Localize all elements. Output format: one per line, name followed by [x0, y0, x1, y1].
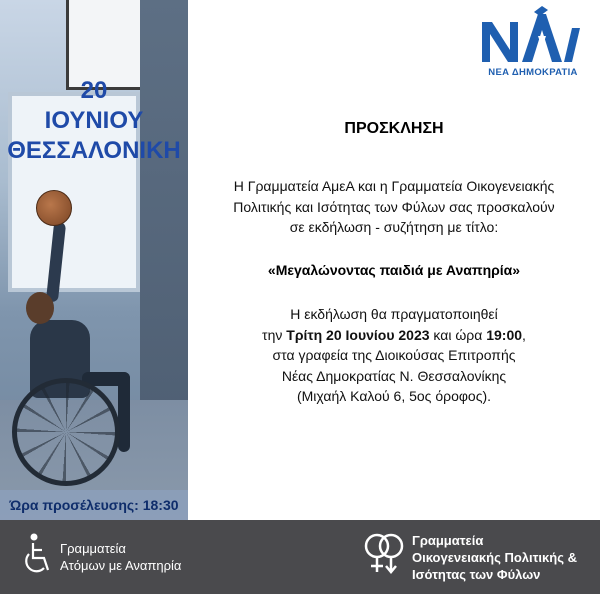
org-disability-secretariat — [60, 540, 230, 574]
invitation-intro — [198, 176, 590, 238]
invitation-title: ΠΡΟΣΚΛΗΣΗ — [344, 120, 444, 137]
org1-line: Γραμματεία — [60, 541, 126, 556]
org2-line: Ισότητας των Φύλων — [412, 567, 541, 582]
hero-photo — [0, 0, 188, 520]
invitation-body — [188, 0, 600, 520]
logo-label: ΝΕΑ ΔΗΜΟΚΡΑΤΙΑ — [488, 67, 578, 78]
wheelchair-wheel — [12, 378, 120, 486]
org2-line: Γραμματεία — [412, 533, 484, 548]
details-suffix: , — [522, 326, 526, 343]
event-date-city — [4, 76, 184, 166]
intro-line: Η Γραμματεία ΑμεΑ και η Γραμματεία Οικογενειακής — [233, 178, 555, 194]
event-title: «Μεγαλώνοντας παιδιά με Αναπηρία» — [267, 262, 521, 278]
player-head — [26, 292, 54, 324]
org2-line: Οικογενειακής Πολιτικής & — [412, 550, 577, 565]
gender-equality-icon — [360, 526, 408, 584]
details-line: Η εκδήλωση θα πραγματοποιηθεί — [290, 306, 498, 322]
details-prefix: την — [262, 326, 287, 343]
details-mid: και ώρα — [429, 326, 487, 343]
event-time: 19:00 — [486, 326, 523, 343]
org-family-equality-secretariat — [412, 532, 597, 583]
date-day: 20 — [80, 77, 108, 104]
venue-address: (Μιχαήλ Καλού 6, 5ος όροφος). — [296, 388, 492, 404]
details-line: Νέας Δημοκρατίας Ν. Θεσσαλονίκης — [281, 367, 507, 384]
wheelchair-icon — [20, 532, 52, 580]
city-name: ΘΕΣΣΑΛΟΝΙΚΗ — [7, 137, 181, 164]
event-date: Τρίτη 20 Ιουνίου 2023 — [286, 326, 430, 343]
org1-line: Ατόμων με Αναπηρία — [60, 558, 182, 573]
date-month: ΙΟΥΝΙΟΥ — [44, 107, 144, 134]
event-details — [198, 304, 590, 407]
arrival-time: Ώρα προσέλευσης: 18:30 — [0, 490, 188, 520]
intro-line: Πολιτικής και Ισότητας των Φύλων σας προσκαλούν — [233, 198, 555, 215]
details-line: στα γραφεία της Διοικούσας Επιτροπής — [272, 347, 516, 363]
basketball-icon — [36, 190, 72, 226]
intro-line: σε εκδήλωση - συζήτηση με τίτλο: — [289, 219, 499, 235]
details-datetime-line — [198, 325, 590, 346]
player-shin — [118, 372, 130, 452]
